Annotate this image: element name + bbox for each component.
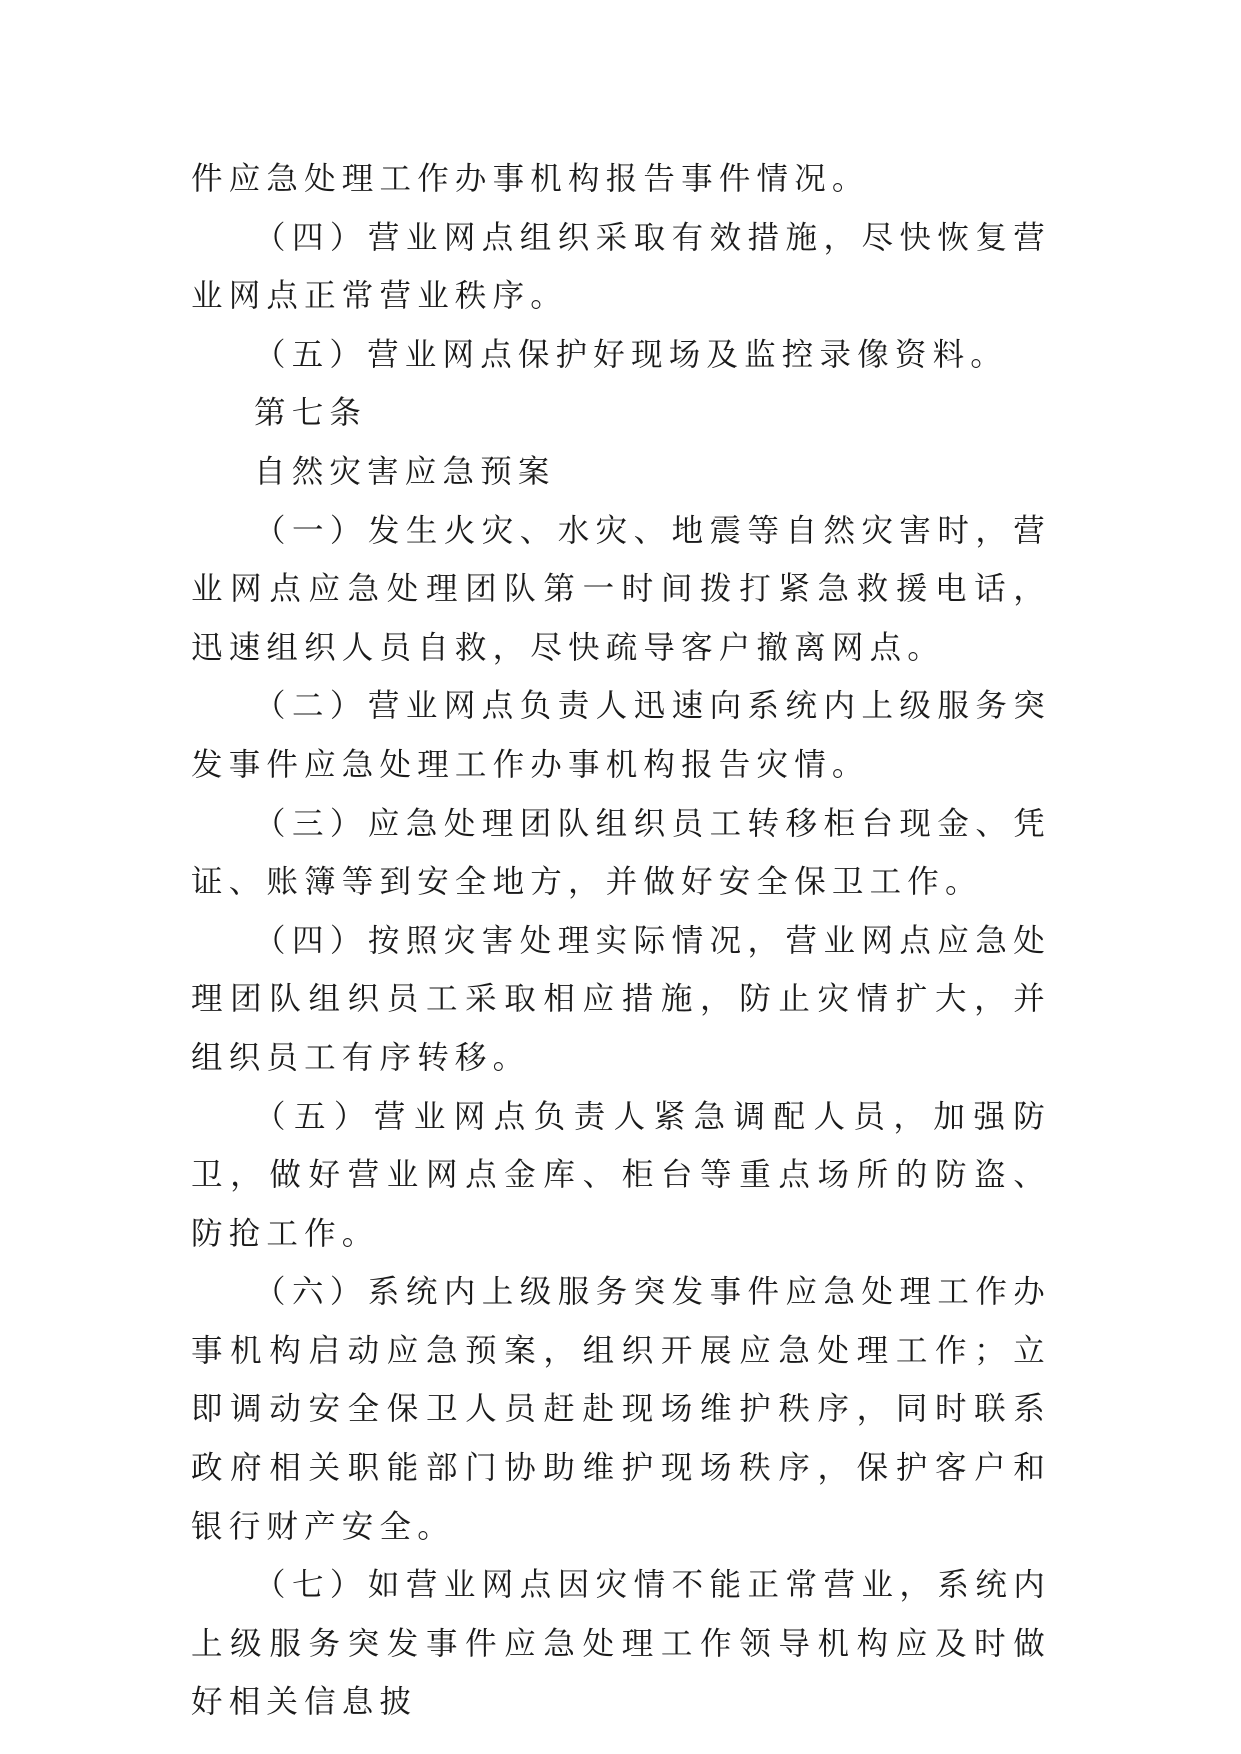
paragraph-item-5-security: （五）营业网点负责人紧急调配人员，加强防卫，做好营业网点金库、柜台等重点场所的防盗、防抢工作。: [191, 1098, 1051, 1252]
section-title: 自然灾害应急预案: [254, 453, 556, 490]
paragraph-item-2-report-disaster: （二）营业网点负责人迅速向系统内上级服务突发事件应急处理工作办事机构报告灾情。: [191, 688, 1051, 783]
document-body: [191, 150, 1051, 1732]
paragraph-item-7-info-disclosure: （七）如营业网点因灾情不能正常营业，系统内上级服务突发事件应急处理工作领导机构应及时做好相关信息披: [191, 1567, 1051, 1721]
paragraph-continuation: 件应急处理工作办事机构报告事件情况。: [191, 161, 870, 197]
article-heading: 第七条: [254, 395, 368, 432]
paragraph-item-6-emergency-plan: （六）系统内上级服务突发事件应急处理工作办事机构启动应急预案，组织开展应急处理工作；立即调动安全保卫人员赶赴现场维护秩序，同时联系政府相关职能部门协助维护现场秩序，保护客户和银行财产安全。: [191, 1274, 1051, 1545]
paragraph-item-5-protect-scene: （五）营业网点保护好现场及监控录像资料。: [254, 336, 1009, 373]
paragraph-item-1-disaster-response: （一）发生火灾、水灾、地震等自然灾害时，营业网点应急处理团队第一时间拨打紧急救援电话，迅速组织人员自救，尽快疏导客户撤离网点。: [191, 512, 1051, 666]
paragraph-item-4-restore-order: （四）营业网点组织采取有效措施，尽快恢复营业网点正常营业秩序。: [191, 219, 1051, 315]
paragraph-item-3-transfer-assets: （三）应急处理团队组织员工转移柜台现金、凭证、账簿等到安全地方，并做好安全保卫工作。: [191, 805, 1051, 901]
paragraph-item-4-prevent-spread: （四）按照灾害处理实际情况，营业网点应急处理团队组织员工采取相应措施，防止灾情扩大，并组织员工有序转移。: [191, 922, 1051, 1076]
